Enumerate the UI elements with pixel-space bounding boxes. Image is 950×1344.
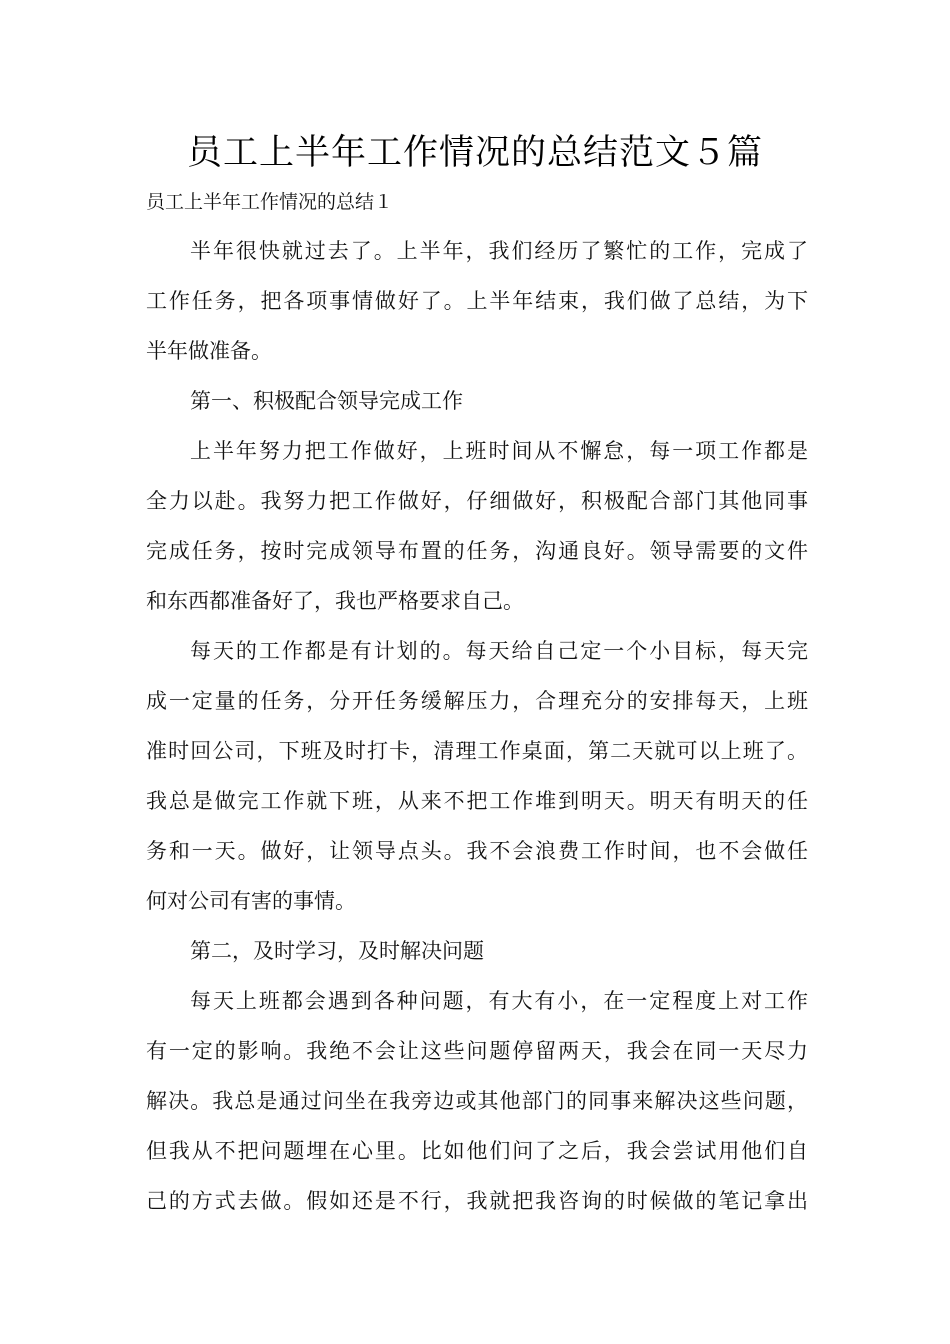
paragraph-line: 完成任务，按时完成领导布置的任务，沟通良好。领导需要的文件 [146,539,808,563]
paragraph-line: 半年做准备。 [146,339,272,363]
document-title: 员工上半年工作情况的总结范文５篇 [186,133,763,173]
section-heading: 第二，及时学习，及时解决问题 [190,939,484,963]
document-subtitle: 员工上半年工作情况的总结１ [146,191,394,213]
paragraph-line: 工作任务，把各项事情做好了。上半年结束，我们做了总结，为下 [146,289,808,313]
paragraph-line: 但我从不把问题埋在心里。比如他们问了之后，我会尝试用他们自 [146,1139,808,1163]
paragraph-line: 务和一天。做好，让领导点头。我不会浪费工作时间，也不会做任 [146,839,808,863]
paragraph-line: 有一定的影响。我绝不会让这些问题停留两天，我会在同一天尽力 [146,1039,808,1063]
paragraph-line: 准时回公司，下班及时打卡，清理工作桌面，第二天就可以上班了。 [146,739,808,763]
document-body [146,226,808,1226]
paragraph-line: 全力以赴。我努力把工作做好，仔细做好，积极配合部门其他同事 [146,489,808,513]
paragraph-line: 何对公司有害的事情。 [146,889,356,913]
paragraph-line: 每天上班都会遇到各种问题，有大有小，在一定程度上对工作 [190,989,808,1013]
paragraph-line: 解决。我总是通过问坐在我旁边或其他部门的同事来解决这些问题， [146,1089,808,1113]
paragraph-line: 每天的工作都是有计划的。每天给自己定一个小目标，每天完 [190,639,808,663]
paragraph-line: 和东西都准备好了，我也严格要求自己。 [146,589,524,613]
paragraph-line: 成一定量的任务，分开任务缓解压力，合理充分的安排每天，上班 [146,689,808,713]
paragraph-line: 己的方式去做。假如还是不行，我就把我咨询的时候做的笔记拿出 [146,1189,808,1213]
paragraph-line: 上半年努力把工作做好，上班时间从不懈怠，每一项工作都是 [190,439,808,463]
paragraph-line: 半年很快就过去了。上半年，我们经历了繁忙的工作，完成了 [190,239,808,263]
section-heading: 第一、积极配合领导完成工作 [190,389,463,413]
paragraph-line: 我总是做完工作就下班，从来不把工作堆到明天。明天有明天的任 [146,789,808,813]
